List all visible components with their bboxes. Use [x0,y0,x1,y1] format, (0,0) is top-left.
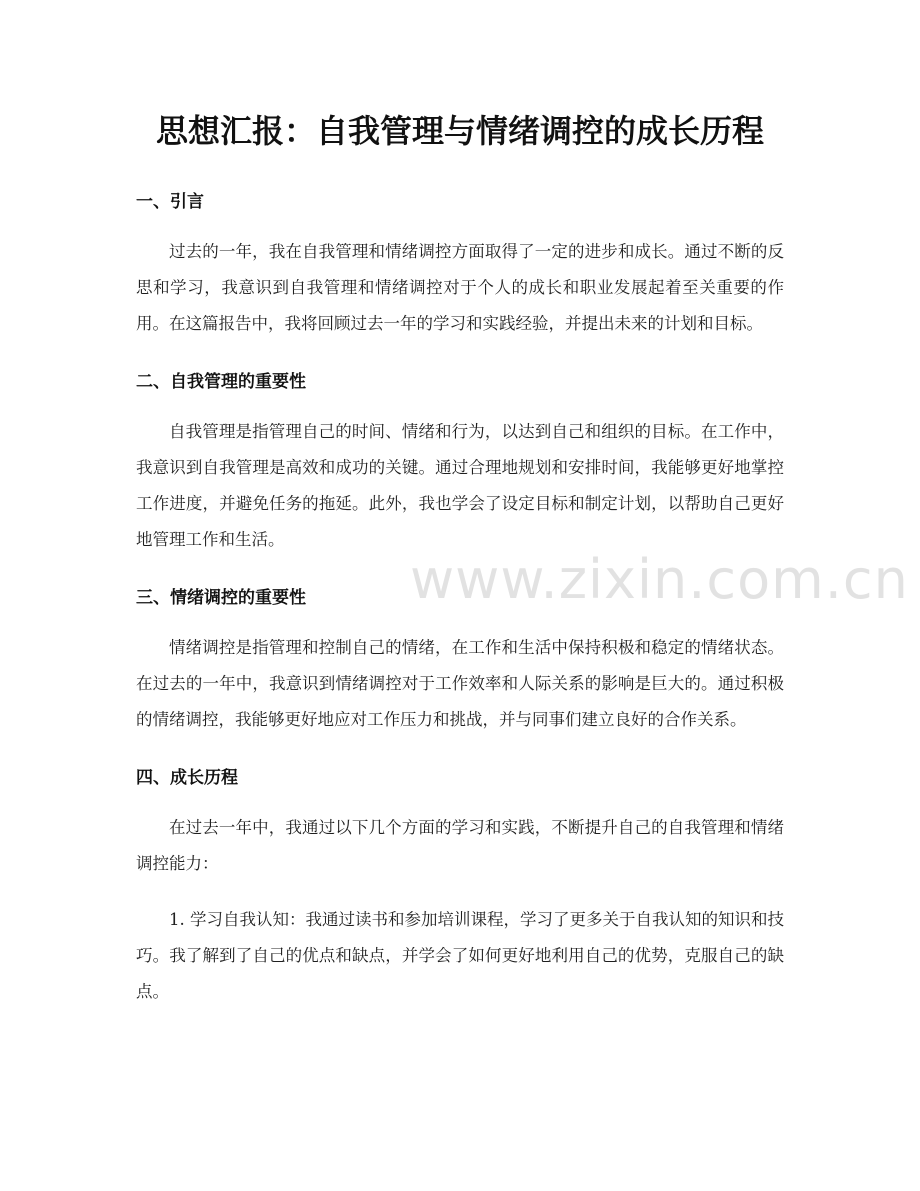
paragraph-growth-item-1: 1. 学习自我认知：我通过读书和参加培训课程，学习了更多关于自我认知的知识和技巧。我了解到了自己的优点和缺点，并学会了如何更好地利用自己的优势，克服自己的缺点。 [136,910,784,1001]
section-heading-emotion-regulation: 三、情绪调控的重要性 [136,588,306,608]
paragraph-growth-intro: 在过去一年中，我通过以下几个方面的学习和实践，不断提升自己的自我管理和情绪调控能力： [136,818,784,873]
paragraph-emotion-regulation: 情绪调控是指管理和控制自己的情绪，在工作和生活中保持积极和稳定的情绪状态。在过去的一年中，我意识到情绪调控对于工作效率和人际关系的影响是巨大的。通过积极的情绪调控，我能够更好地应对工作压力和挑战，并与同事们建立良好的合作关系。 [136,638,784,729]
paragraph-intro: 过去的一年，我在自我管理和情绪调控方面取得了一定的进步和成长。通过不断的反思和学习，我意识到自我管理和情绪调控对于个人的成长和职业发展起着至关重要的作用。在这篇报告中，我将回顾过去一年的学习和实践经验，并提出未来的计划和目标。 [136,242,784,333]
document-body [136,184,784,1010]
section-heading-growth: 四、成长历程 [136,768,238,788]
section-heading-intro: 一、引言 [136,192,204,212]
section-heading-self-management: 二、自我管理的重要性 [136,372,306,392]
watermark: www.zixin.com.cn [410,548,909,611]
document-title: 思想汇报：自我管理与情绪调控的成长历程 [155,112,764,150]
paragraph-self-management: 自我管理是指管理自己的时间、情绪和行为，以达到自己和组织的目标。在工作中，我意识到自我管理是高效和成功的关键。通过合理地规划和安排时间，我能够更好地掌控工作进度，并避免任务的拖延。此外，我也学会了设定目标和制定计划，以帮助自己更好地管理工作和生活。 [136,422,784,549]
